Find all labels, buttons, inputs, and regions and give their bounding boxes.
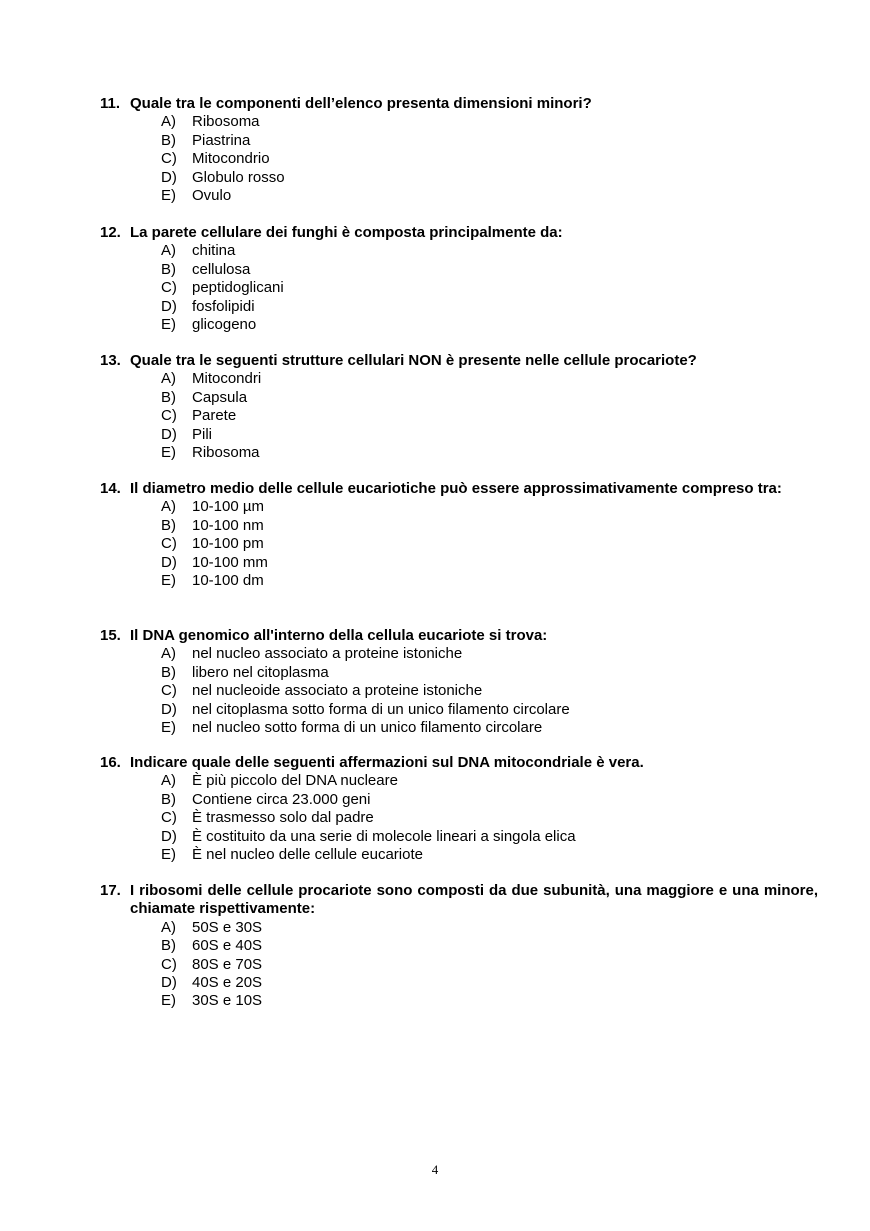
option-letter: C) (161, 809, 177, 827)
answer-option (100, 279, 818, 297)
option-text: fosfolipidi (192, 297, 255, 315)
question-15 (100, 627, 818, 737)
option-letter: D) (161, 425, 177, 443)
answer-option (100, 187, 818, 205)
answer-options (100, 370, 818, 462)
option-letter: C) (161, 535, 177, 553)
answer-option (100, 370, 818, 388)
question-text: Il diametro medio delle cellule eucariotiche può essere approssimativamente compreso tra: (130, 480, 782, 497)
option-text: È costituito da una serie di molecole lineari a singola elica (192, 827, 576, 845)
option-text: 50S e 30S (192, 918, 263, 936)
question-text: Indicare quale delle seguenti affermazioni sul DNA mitocondriale è vera. (130, 754, 644, 771)
answer-option (100, 444, 818, 462)
option-letter: B) (161, 516, 176, 534)
question-number: 17. (100, 882, 121, 899)
option-letter: A) (161, 370, 176, 388)
option-text: 10-100 mm (192, 553, 268, 571)
answer-options (100, 498, 818, 590)
answer-option (100, 772, 818, 790)
option-text: nel nucleo associato a proteine istoniche (192, 645, 463, 663)
option-text: È nel nucleo delle cellule eucariote (192, 846, 423, 864)
answer-option (100, 682, 818, 700)
answer-option (100, 956, 818, 974)
answer-option (100, 132, 818, 150)
answer-option (100, 426, 818, 444)
option-letter: E) (161, 187, 176, 205)
option-letter: D) (161, 168, 177, 186)
option-letter: C) (161, 150, 177, 168)
option-text: cellulosa (192, 260, 251, 278)
option-text: 10-100 µm (192, 498, 265, 516)
option-text: 80S e 70S (192, 955, 263, 973)
option-text: Ribosoma (192, 113, 260, 131)
question-text: Quale tra le componenti dell’elenco presenta dimensioni minori? (130, 95, 592, 112)
answer-option (100, 719, 818, 737)
question-number: 11. (100, 95, 121, 112)
option-text: Globulo rosso (192, 168, 285, 186)
option-letter: A) (161, 498, 176, 516)
option-letter: E) (161, 992, 176, 1010)
answer-option (100, 828, 818, 846)
answer-option (100, 517, 818, 535)
question-number: 15. (100, 627, 121, 644)
question-heading (100, 95, 818, 113)
answer-option (100, 407, 818, 425)
answer-option (100, 791, 818, 809)
option-letter: E) (161, 572, 176, 590)
option-text: Contiene circa 23.000 geni (192, 790, 371, 808)
option-letter: E) (161, 316, 176, 334)
option-letter: C) (161, 279, 177, 297)
question-11 (100, 95, 818, 205)
answer-option (100, 242, 818, 260)
answer-option (100, 535, 818, 553)
question-heading (100, 352, 818, 370)
option-letter: B) (161, 663, 176, 681)
option-letter: D) (161, 553, 177, 571)
answer-option (100, 645, 818, 663)
option-text: Ribosoma (192, 444, 260, 462)
question-number: 13. (100, 352, 121, 369)
question-heading (100, 882, 818, 919)
question-13 (100, 352, 818, 462)
option-letter: A) (161, 645, 176, 663)
answer-options (100, 242, 818, 334)
option-letter: A) (161, 772, 176, 790)
option-letter: C) (161, 955, 177, 973)
option-text: Ovulo (192, 187, 232, 205)
option-letter: A) (161, 113, 176, 131)
question-text: I ribosomi delle cellule procariote sono composti da due subunità, una maggiore e una minore, chiamate rispettivamente: (130, 882, 818, 918)
answer-options (100, 113, 818, 205)
option-text: Capsula (192, 388, 248, 406)
answer-option (100, 937, 818, 955)
question-12 (100, 224, 818, 334)
option-text: 10-100 pm (192, 535, 264, 553)
answer-option (100, 389, 818, 407)
option-letter: E) (161, 846, 176, 864)
answer-option (100, 919, 818, 937)
option-text: nel citoplasma sotto forma di un unico filamento circolare (192, 700, 570, 718)
option-letter: B) (161, 260, 176, 278)
option-letter: A) (161, 242, 176, 260)
option-letter: B) (161, 937, 176, 955)
answer-options (100, 919, 818, 1011)
option-text: Pili (192, 425, 213, 443)
answer-option (100, 261, 818, 279)
option-text: 40S e 20S (192, 974, 263, 992)
question-number: 12. (100, 224, 121, 241)
answer-option (100, 298, 818, 316)
answer-options (100, 645, 818, 737)
answer-option (100, 554, 818, 572)
answer-option (100, 664, 818, 682)
option-text: chitina (192, 242, 236, 260)
option-letter: E) (161, 719, 176, 737)
option-letter: D) (161, 297, 177, 315)
page-number: 4 (431, 1162, 439, 1177)
option-text: nel nucleo sotto forma di un unico filamento circolare (192, 719, 543, 737)
option-letter: D) (161, 827, 177, 845)
option-letter: B) (161, 388, 176, 406)
answer-option (100, 701, 818, 719)
option-letter: D) (161, 700, 177, 718)
option-text: È più piccolo del DNA nucleare (192, 772, 398, 790)
option-text: 60S e 40S (192, 937, 263, 955)
question-text: Quale tra le seguenti strutture cellulari NON è presente nelle cellule procariote? (130, 352, 697, 369)
option-text: Piastrina (192, 131, 251, 149)
option-text: 10-100 nm (192, 516, 264, 534)
option-letter: E) (161, 444, 176, 462)
answer-option (100, 846, 818, 864)
option-text: 30S e 10S (192, 992, 263, 1010)
option-letter: B) (161, 131, 176, 149)
question-heading (100, 754, 818, 772)
question-number: 14. (100, 480, 121, 497)
question-text: Il DNA genomico all'interno della cellula eucariote si trova: (130, 627, 548, 644)
option-text: libero nel citoplasma (192, 663, 329, 681)
option-text: Parete (192, 407, 237, 425)
answer-option (100, 992, 818, 1010)
answer-option (100, 974, 818, 992)
option-text: Mitocondrio (192, 150, 270, 168)
option-text: È trasmesso solo dal padre (192, 809, 374, 827)
option-text: Mitocondri (192, 370, 262, 388)
question-heading (100, 224, 818, 242)
question-heading (100, 480, 818, 498)
option-letter: A) (161, 918, 176, 936)
option-text: nel nucleoide associato a proteine istoniche (192, 682, 483, 700)
option-letter: C) (161, 682, 177, 700)
option-text: 10-100 dm (192, 572, 264, 590)
answer-option (100, 572, 818, 590)
answer-option (100, 316, 818, 334)
question-14 (100, 480, 818, 590)
option-text: glicogeno (192, 316, 257, 334)
answer-option (100, 498, 818, 516)
question-heading (100, 627, 818, 645)
option-text: peptidoglicani (192, 279, 284, 297)
answer-option (100, 809, 818, 827)
question-16 (100, 754, 818, 864)
option-letter: C) (161, 407, 177, 425)
answer-option (100, 169, 818, 187)
option-letter: B) (161, 790, 176, 808)
answer-option (100, 113, 818, 131)
answer-option (100, 150, 818, 168)
question-number: 16. (100, 754, 121, 771)
answer-options (100, 772, 818, 864)
option-letter: D) (161, 974, 177, 992)
question-text: La parete cellulare dei funghi è composta principalmente da: (130, 224, 563, 241)
question-17 (100, 882, 818, 1011)
